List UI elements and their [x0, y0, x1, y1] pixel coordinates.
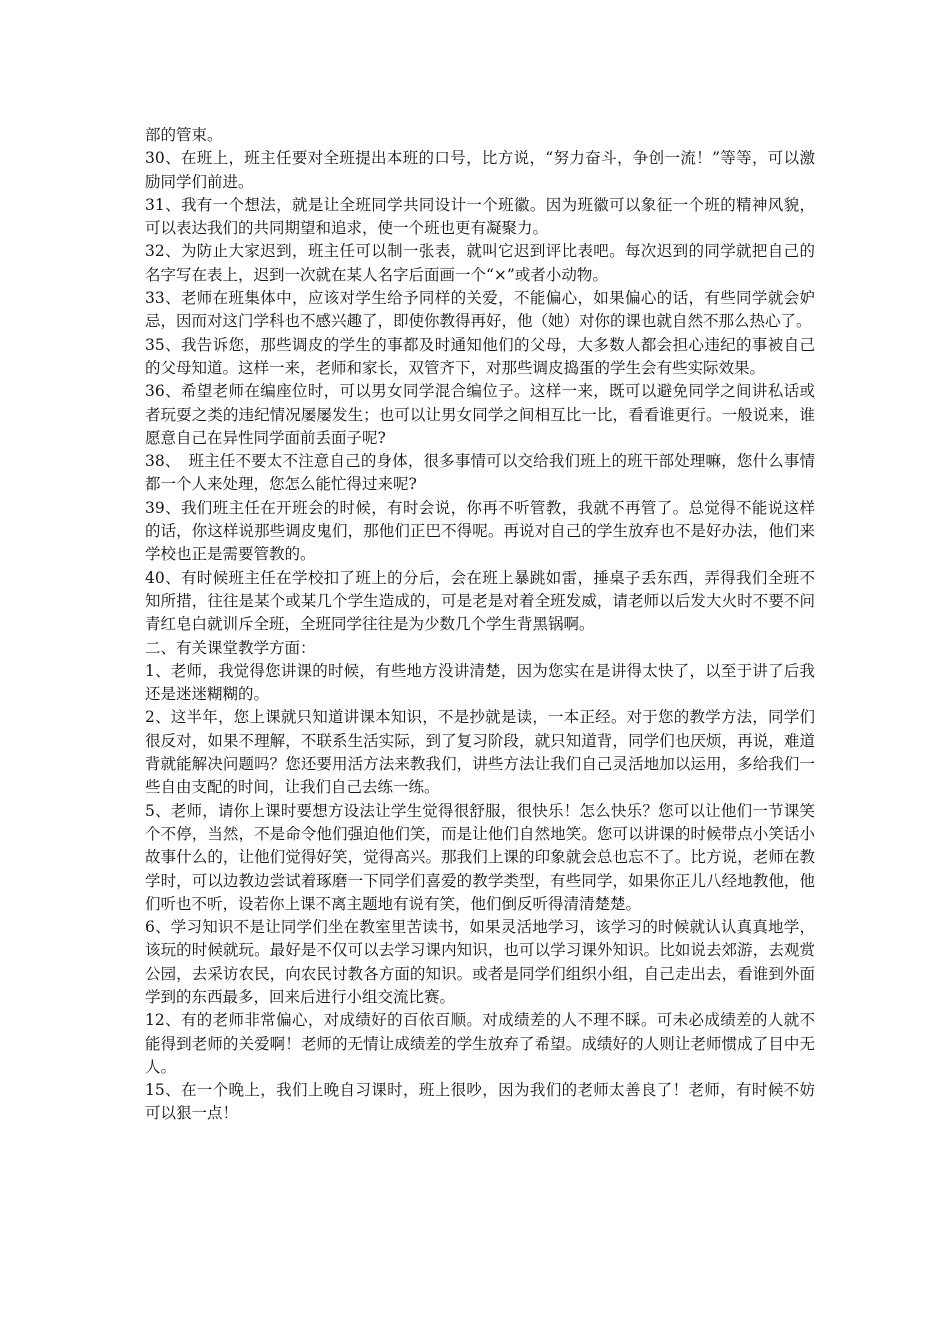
paragraph: 30、在班上，班主任要对全班提出本班的口号，比方说，“努力奋斗，争创一流！”等等，可以激励同学们前进。	[145, 149, 815, 191]
paragraph: 33、老师在班集体中，应该对学生给予同样的关爱，不能偏心，如果偏心的话，有些同学就会妒忌，因而对这门学科也不感兴趣了，即使你教得再好，他（她）对你的课也就自然不那么热心了。	[145, 289, 815, 331]
paragraph: 40、有时候班主任在学校扣了班上的分后，会在班上暴跳如雷，捶桌子丢东西，弄得我们全班不知所措，往往是某个或某几个学生造成的，可是老是对着全班发威，请老师以后发大火时不要不问青红皂白就训斥全班，全班同学往往是为少数几个学生背黑锅啊。	[145, 568, 815, 634]
paragraph: 2、这半年，您上课就只知道讲课本知识，不是抄就是读，一本正经。对于您的教学方法，同学们很反对，如果不理解，不联系生活实际，到了复习阶段，就只知道背，同学们也厌烦，再说，难道背就能解决问题吗？您还要用活方法来教我们，讲些方法让我们自己灵活地加以运用，多给我们一些自由支配的时间，让我们自己去练一练。	[145, 708, 815, 797]
paragraph: 31、我有一个想法，就是让全班同学共同设计一个班徽。因为班徽可以象征一个班的精神风貌，可以表达我们的共同期望和追求，使一个班也更有凝聚力。	[145, 195, 815, 238]
paragraph: 1、老师，我觉得您讲课的时候，有些地方没讲清楚，因为您实在是讲得太快了，以至于讲了后我还是迷迷糊糊的。	[145, 661, 815, 704]
paragraph: 6、学习知识不是让同学们坐在教室里苦读书，如果灵活地学习，该学习的时候就认认真真地学，该玩的时候就玩。最好是不仅可以去学习课内知识，也可以学习课外知识。比如说去郊游，去观赏公园，去采访农民，向农民讨教各方面的知识。或者是同学们组织小组，自己走出去，看谁到外面学到的东西最多，回来后进行小组交流比赛。	[145, 918, 815, 1006]
section-heading: 二、有关课堂教学方面：	[145, 638, 316, 657]
paragraph: 35、我告诉您，那些调皮的学生的事都及时通知他们的父母，大多数人都会担心违纪的事被自己的父母知道。这样一来，老师和家长，双管齐下，对那些调皮捣蛋的学生会有些实际效果。	[145, 335, 815, 377]
paragraph: 5、老师，请你上课时要想方设法让学生觉得很舒服，很快乐！怎么快乐？您可以让他们一节课笑个不停，当然，不是命令他们强迫他们笑，而是让他们自然地笑。您可以讲课的时候带点小笑话小故事什么的，让他们觉得好笑，觉得高兴。那我们上课的印象就会总也忘不了。比方说，老师在教学时，可以边教边尝试着琢磨一下同学们喜爱的教学类型，有些同学，如果你正儿八经地教他，他们听也不听，设若你上课不离主题地有说有笑，他们倒反听得清清楚楚。	[145, 801, 815, 913]
paragraph: 15、在一个晚上，我们上晚自习课时，班上很吵，因为我们的老师太善良了！老师，有时候不妨可以狠一点！	[145, 1081, 815, 1123]
paragraph: 39、我们班主任在开班会的时候，有时会说，你再不听管教，我就不再管了。总觉得不能说这样的话，你这样说那些调皮鬼们，那他们正巴不得呢。再说对自己的学生放弃也不是好办法，他们来学校也正是需要管教的。	[145, 498, 815, 564]
paragraph: 32、为防止大家迟到，班主任可以制一张表，就叫它迟到评比表吧。每次迟到的同学就把自己的名字写在表上，迟到一次就在某人名字后面画一个“×”或者小动物。	[145, 242, 815, 284]
paragraph: 部的管束。	[145, 126, 223, 144]
paragraph: 38、 班主任不要太不注意自己的身体，很多事情可以交给我们班上的班干部处理嘛，您什么事情都一个人来处理，您怎么能忙得过来呢?	[145, 452, 815, 494]
paragraph: 36、希望老师在编座位时，可以男女同学混合编位子。这样一来，既可以避免同学之间讲私话或者玩耍之类的违纪情况屡屡发生；也可以让男女同学之间相互比一比，看看谁更行。一般说来，谁愿意自己在异性同学面前丢面子呢?	[145, 382, 815, 447]
document-page	[145, 124, 815, 1126]
paragraph: 12、有的老师非常偏心，对成绩好的百依百顺。对成绩差的人不理不睬。可未必成绩差的人就不能得到老师的关爱啊！老师的无情让成绩差的学生放弃了希望。成绩好的人则让老师惯成了目中无人。	[145, 1011, 815, 1076]
